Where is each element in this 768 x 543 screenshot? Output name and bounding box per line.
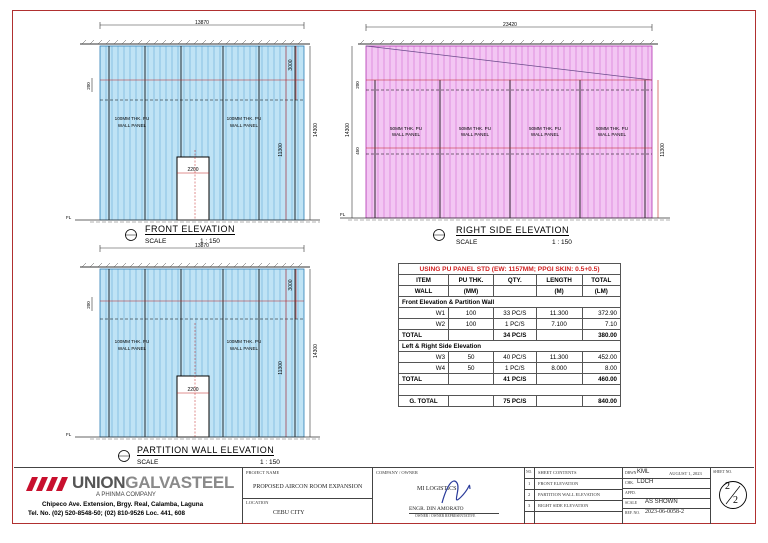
company-logo-stripes-icon	[26, 477, 76, 491]
company-logo-block	[14, 468, 239, 524]
partition-elevation-marker	[117, 449, 131, 463]
table-row: W4 50 1 PC/S 8.000 8.00	[399, 363, 621, 374]
svg-text:100MM THK. PU: 100MM THK. PU	[226, 116, 262, 121]
svg-text:WALL PANEL: WALL PANEL	[391, 132, 421, 137]
right-width-dim: 23420	[503, 22, 517, 28]
svg-text:WALL PANEL: WALL PANEL	[117, 346, 147, 351]
sheet-number-block: SHEET NO. 2 2	[710, 468, 755, 524]
partition-elevation-drawing	[60, 243, 330, 453]
svg-text:FL: FL	[66, 432, 72, 437]
svg-text:3000: 3000	[288, 59, 294, 71]
table-row: W2 100 1 PC/S 7.100 7.10	[399, 319, 621, 330]
svg-text:WALL PANEL: WALL PANEL	[597, 132, 627, 137]
table-header-row: WALL (MM) (M) (LM)	[399, 286, 621, 297]
svg-text:2200: 2200	[187, 387, 199, 393]
owner-name: MI LOGISTICS	[417, 486, 457, 492]
sheet-total: 2	[733, 495, 738, 506]
svg-text:100MM THK. PU: 100MM THK. PU	[226, 339, 262, 344]
sheet-numbers: NO. 1 2 3	[524, 468, 535, 524]
owner-block: COMPANY / OWNER MI LOGISTICS ENGR. DIN AMORATO OWNER / OWNER REPRESENTATIVE	[372, 468, 525, 524]
sheet-content-item: RIGHT SIDE ELEVATION	[538, 503, 589, 508]
svg-text:50MM THK. PU: 50MM THK. PU	[458, 126, 492, 131]
project-name: PROPOSED AIRCON ROOM EXPANSION	[253, 484, 363, 490]
company-name: UNIONGALVASTEEL	[72, 473, 235, 492]
svg-text:11300: 11300	[660, 143, 666, 157]
panel-quantity-table	[398, 263, 621, 407]
owner-representative: ENGR. DIN AMORATO	[409, 506, 464, 512]
front-panel-label: 100MM THK. PU	[114, 116, 150, 121]
partition-height-dim: 14300	[313, 344, 319, 358]
table-grand-total-row: G. TOTAL 75 PC/S 840.00	[399, 396, 621, 407]
project-location: CEBU CITY	[273, 510, 305, 516]
svg-text:WALL PANEL: WALL PANEL	[117, 123, 147, 128]
svg-text:WALL PANEL: WALL PANEL	[229, 123, 259, 128]
table-header-row: ITEM PU THK. QTY. LENGTH TOTAL	[399, 275, 621, 286]
sheet-content-item: PARTITION WALL ELEVATION	[538, 492, 600, 497]
company-sub: A PHINMA COMPANY	[96, 492, 156, 498]
partition-width-dim: 13870	[195, 243, 209, 249]
title-block	[14, 467, 754, 524]
front-width-dim: 13870	[195, 20, 209, 26]
roof-hatching	[82, 40, 302, 44]
drawing-scale: AS SHOWN	[645, 499, 678, 505]
svg-text:50MM THK. PU: 50MM THK. PU	[528, 126, 562, 131]
svg-text:WALL PANEL: WALL PANEL	[229, 346, 259, 351]
svg-text:450: 450	[355, 147, 360, 155]
table-row: W3 50 40 PC/S 11.300 452.00	[399, 352, 621, 363]
partition-elevation-title: PARTITION WALL ELEVATION	[137, 445, 275, 455]
right-side-elevation-drawing	[340, 20, 680, 225]
partition-door	[177, 376, 209, 437]
right-height-dim: 14300	[345, 123, 351, 137]
company-phone: Tel. No. (02) 520-8548-50; (02) 810-9526 Loc. 441, 608	[28, 510, 186, 517]
sheet-content-item: FRONT ELEVATION	[538, 481, 579, 486]
svg-text:50MM THK. PU: 50MM THK. PU	[595, 126, 629, 131]
reference-number: 2023-06-0058-2	[645, 509, 684, 515]
front-elevation-drawing	[60, 20, 330, 235]
svg-text:11300: 11300	[278, 143, 284, 157]
table-title: USING PU PANEL STD (EW: 1157MM; PPGI SKIN: 0.5+0.5)	[399, 264, 621, 275]
drawing-info-block: DRWN KML AUGUST 1, 2023 CHK. LDCH APPD. SCALE AS SHOWN REF. NO. 2023-06-0058-2	[622, 468, 711, 524]
company-address: Chipeco Ave. Extension, Brgy. Real, Calamba, Laguna	[42, 501, 204, 508]
table-section: Front Elevation & Partition Wall	[399, 297, 621, 308]
partition-panel-label: 100MM THK. PU	[114, 339, 150, 344]
table-section: Left & Right Side Elevation	[399, 341, 621, 352]
table-total-row: TOTAL 41 PC/S 460.00	[399, 374, 621, 385]
front-elevation-title: FRONT ELEVATION	[145, 224, 236, 234]
svg-text:200: 200	[86, 301, 91, 309]
front-height-dim: 14300	[313, 123, 319, 137]
table-total-row: TOTAL 34 PC/S 380.00	[399, 330, 621, 341]
sheet-contents-block: SHEET CONTENTS FRONT ELEVATION PARTITION WALL ELEVATION RIGHT SIDE ELEVATION	[534, 468, 623, 524]
right-elevation-marker	[432, 228, 446, 242]
drawn-by: KML	[637, 469, 650, 475]
svg-text:FL: FL	[66, 215, 72, 220]
svg-text:200: 200	[355, 81, 360, 89]
svg-text:200: 200	[86, 82, 91, 90]
svg-text:3000: 3000	[288, 279, 294, 291]
right-elevation-title: RIGHT SIDE ELEVATION	[456, 225, 570, 235]
svg-text:WALL PANEL: WALL PANEL	[530, 132, 560, 137]
drawing-date: AUGUST 1, 2023	[669, 471, 702, 476]
checked-by: LDCH	[637, 479, 654, 485]
svg-text:11300: 11300	[278, 361, 284, 375]
svg-text:WALL PANEL: WALL PANEL	[460, 132, 490, 137]
front-door-dim: 2200	[187, 167, 199, 173]
svg-text:FL: FL	[340, 212, 346, 217]
sheet-number: 2	[725, 481, 730, 492]
table-row: W1 100 33 PC/S 11.300 372.90	[399, 308, 621, 319]
project-info-block: PROJECT NAME PROPOSED AIRCON ROOM EXPANSION LOCATION CEBU CITY	[242, 468, 373, 524]
right-panel-label: 50MM THK. PU	[389, 126, 423, 131]
front-elevation-marker	[124, 228, 138, 242]
